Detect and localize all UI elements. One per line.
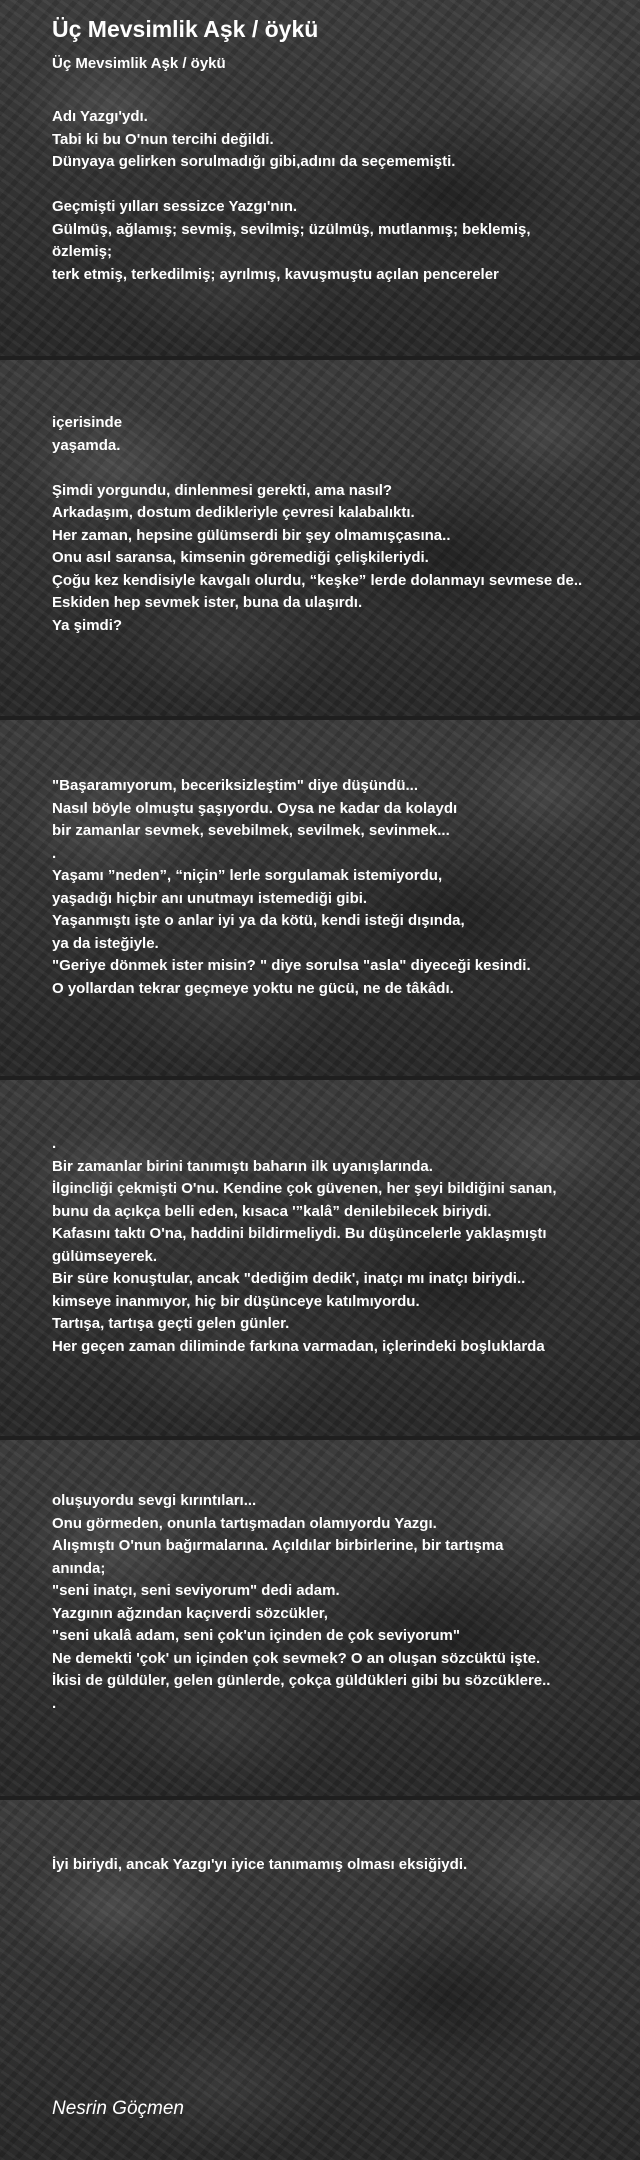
poem-line: Yaşamı ”neden”, “niçin” lerle sorgulamak istemiyordu, [52, 867, 443, 884]
poem-line: "Geriye dönmek ister misin? " diye sorulsa "asla" diyeceği kesindi. [52, 957, 531, 974]
poem-line: Şimdi yorgundu, dinlenmesi gerekti, ama nasıl? [52, 481, 393, 499]
poem-line: Tartışa, tartışa geçti gelen günler. [52, 1315, 290, 1332]
poem-line: Kafasını taktı O'na, haddini bildirmeliydi. Bu düşüncelerle yaklaşmıştı [52, 1225, 547, 1242]
poem-line: Dünyaya gelirken sorulmadığı gibi,adını da seçememişti. [52, 153, 456, 170]
text-panel-3 [0, 720, 640, 1076]
poem-line: bunu da açıkça belli eden, kısaca '”kalâ” denilebilecek biriydi. [52, 1202, 492, 1220]
text-panel-5 [0, 1440, 640, 1796]
poem-section-6 [52, 1854, 630, 1877]
poem-line: anında; [52, 1559, 106, 1577]
poem-line: Bir zamanlar birini tanımıştı baharın ilk uyanışlarında. [52, 1157, 433, 1175]
poem-section-2 [52, 412, 630, 637]
poem-section-3 [52, 775, 630, 1000]
poem-line: İkisi de güldüler, gelen günlerde, çokça güldükleri gibi bu sözcüklere.. [52, 1672, 551, 1689]
poem-line: terk etmiş, terkedilmiş; ayrılmış, kavuşmuştu açılan pencereler [52, 265, 499, 283]
page-title: Üç Mevsimlik Aşk / öykü [52, 16, 319, 42]
poem-line: Nasıl böyle olmuştu şaşıyordu. Oysa ne kadar da kolaydı [52, 799, 458, 817]
poem-line: Adı Yazgı'ydı. [52, 108, 148, 125]
poem-line: "seni ukalâ adam, seni çok'un içinden de çok seviyorum" [52, 1627, 460, 1644]
poem-line: "Başaramıyorum, beceriksizleştim" diye düşündü... [52, 777, 419, 794]
poem-line: gülümseyerek. [52, 1247, 158, 1265]
poem-line: Yazgının ağzından kaçıverdi sözcükler, [52, 1604, 328, 1622]
poem-line: bir zamanlar sevmek, sevebilmek, sevilmek, sevinmek... [52, 822, 450, 839]
poem-line: İlgincliği çekmişti O'nu. Kendine çok güvenen, her şeyi bildiğini sanan, [52, 1180, 557, 1197]
poem-line: özlemiş; [52, 243, 113, 260]
stanza-break [52, 174, 630, 197]
poem-line: . [52, 844, 57, 862]
poem-section-5 [52, 1490, 630, 1715]
poem-line: Çoğu kez kendisiyle kavgalı olurdu, “keşke” lerde dolanmayı sevmese de.. [52, 571, 583, 589]
poem-line: Ne demekti 'çok' un içinden çok sevmek? O an oluşan sözcüktü işte. [52, 1649, 541, 1667]
text-panel-6 [0, 1800, 640, 2160]
text-panel-2 [0, 360, 640, 716]
poem-section-4 [52, 1133, 630, 1358]
stanza-break [52, 457, 630, 480]
poem-line: yaşadığı hiçbir anı unutmayı istemediği gibi. [52, 889, 368, 907]
poem-line: oluşuyordu sevgi kırıntıları... [52, 1492, 257, 1509]
author-name: Nesrin Göçmen [52, 2098, 184, 2119]
poem-line: ya da isteğiyle. [52, 934, 159, 952]
poem-line: Ya şimdi? [52, 616, 123, 634]
text-panel-1 [0, 0, 640, 356]
poem-line: O yollardan tekrar geçmeye yoktu ne gücü, ne de tâkâdı. [52, 979, 454, 997]
poem-line: Tabi ki bu O'nun tercihi değildi. [52, 130, 274, 148]
poem-line: İyi biriydi, ancak Yazgı'yı iyice tanımamış olması eksiğiydi. [52, 1856, 468, 1873]
poem-line: Her zaman, hepsine gülümserdi bir şey olmamışçasına.. [52, 526, 451, 544]
poem-line: Arkadaşım, dostum dedikleriyle çevresi kalabalıktı. [52, 504, 415, 521]
poem-line: "seni inatçı, seni seviyorum" dedi adam. [52, 1582, 340, 1599]
poem-line: . [52, 1694, 57, 1712]
poem-line: . [52, 1135, 57, 1152]
poem-section-1 [52, 106, 630, 286]
poem-line: Gülmüş, ağlamış; sevmiş, sevilmiş; üzülmüş, mutlanmış; beklemiş, [52, 220, 531, 238]
poem-line: Onu asıl saransa, kimsenin göremediği çelişkileriydi. [52, 549, 429, 566]
poem-subtitle: Üç Mevsimlik Aşk / öykü [52, 55, 226, 72]
poem-line: Geçmişti yılları sessizce Yazgı'nın. [52, 198, 298, 215]
poem-line: yaşamda. [52, 436, 121, 454]
poem-line: içerisinde [52, 414, 123, 431]
poem-line: Alışmıştı O'nun bağırmalarına. Açıldılar birbirlerine, bir tartışma [52, 1537, 504, 1554]
text-panel-4 [0, 1080, 640, 1436]
poem-line: Eskiden hep sevmek ister, buna da ulaşırdı. [52, 594, 363, 611]
poem-line: Onu görmeden, onunla tartışmadan olamıyordu Yazgı. [52, 1514, 437, 1532]
poem-line: Yaşanmıştı işte o anlar iyi ya da kötü, kendi isteği dışında, [52, 912, 465, 929]
poem-line: Her geçen zaman diliminde farkına varmadan, içlerindeki boşluklarda [52, 1337, 545, 1355]
poem-line: kimseye inanmıyor, hiç bir düşünceye katılmıyordu. [52, 1292, 420, 1310]
poem-line: Bir süre konuştular, ancak "dediğim dedik', inatçı mı inatçı biriydi.. [52, 1270, 526, 1287]
